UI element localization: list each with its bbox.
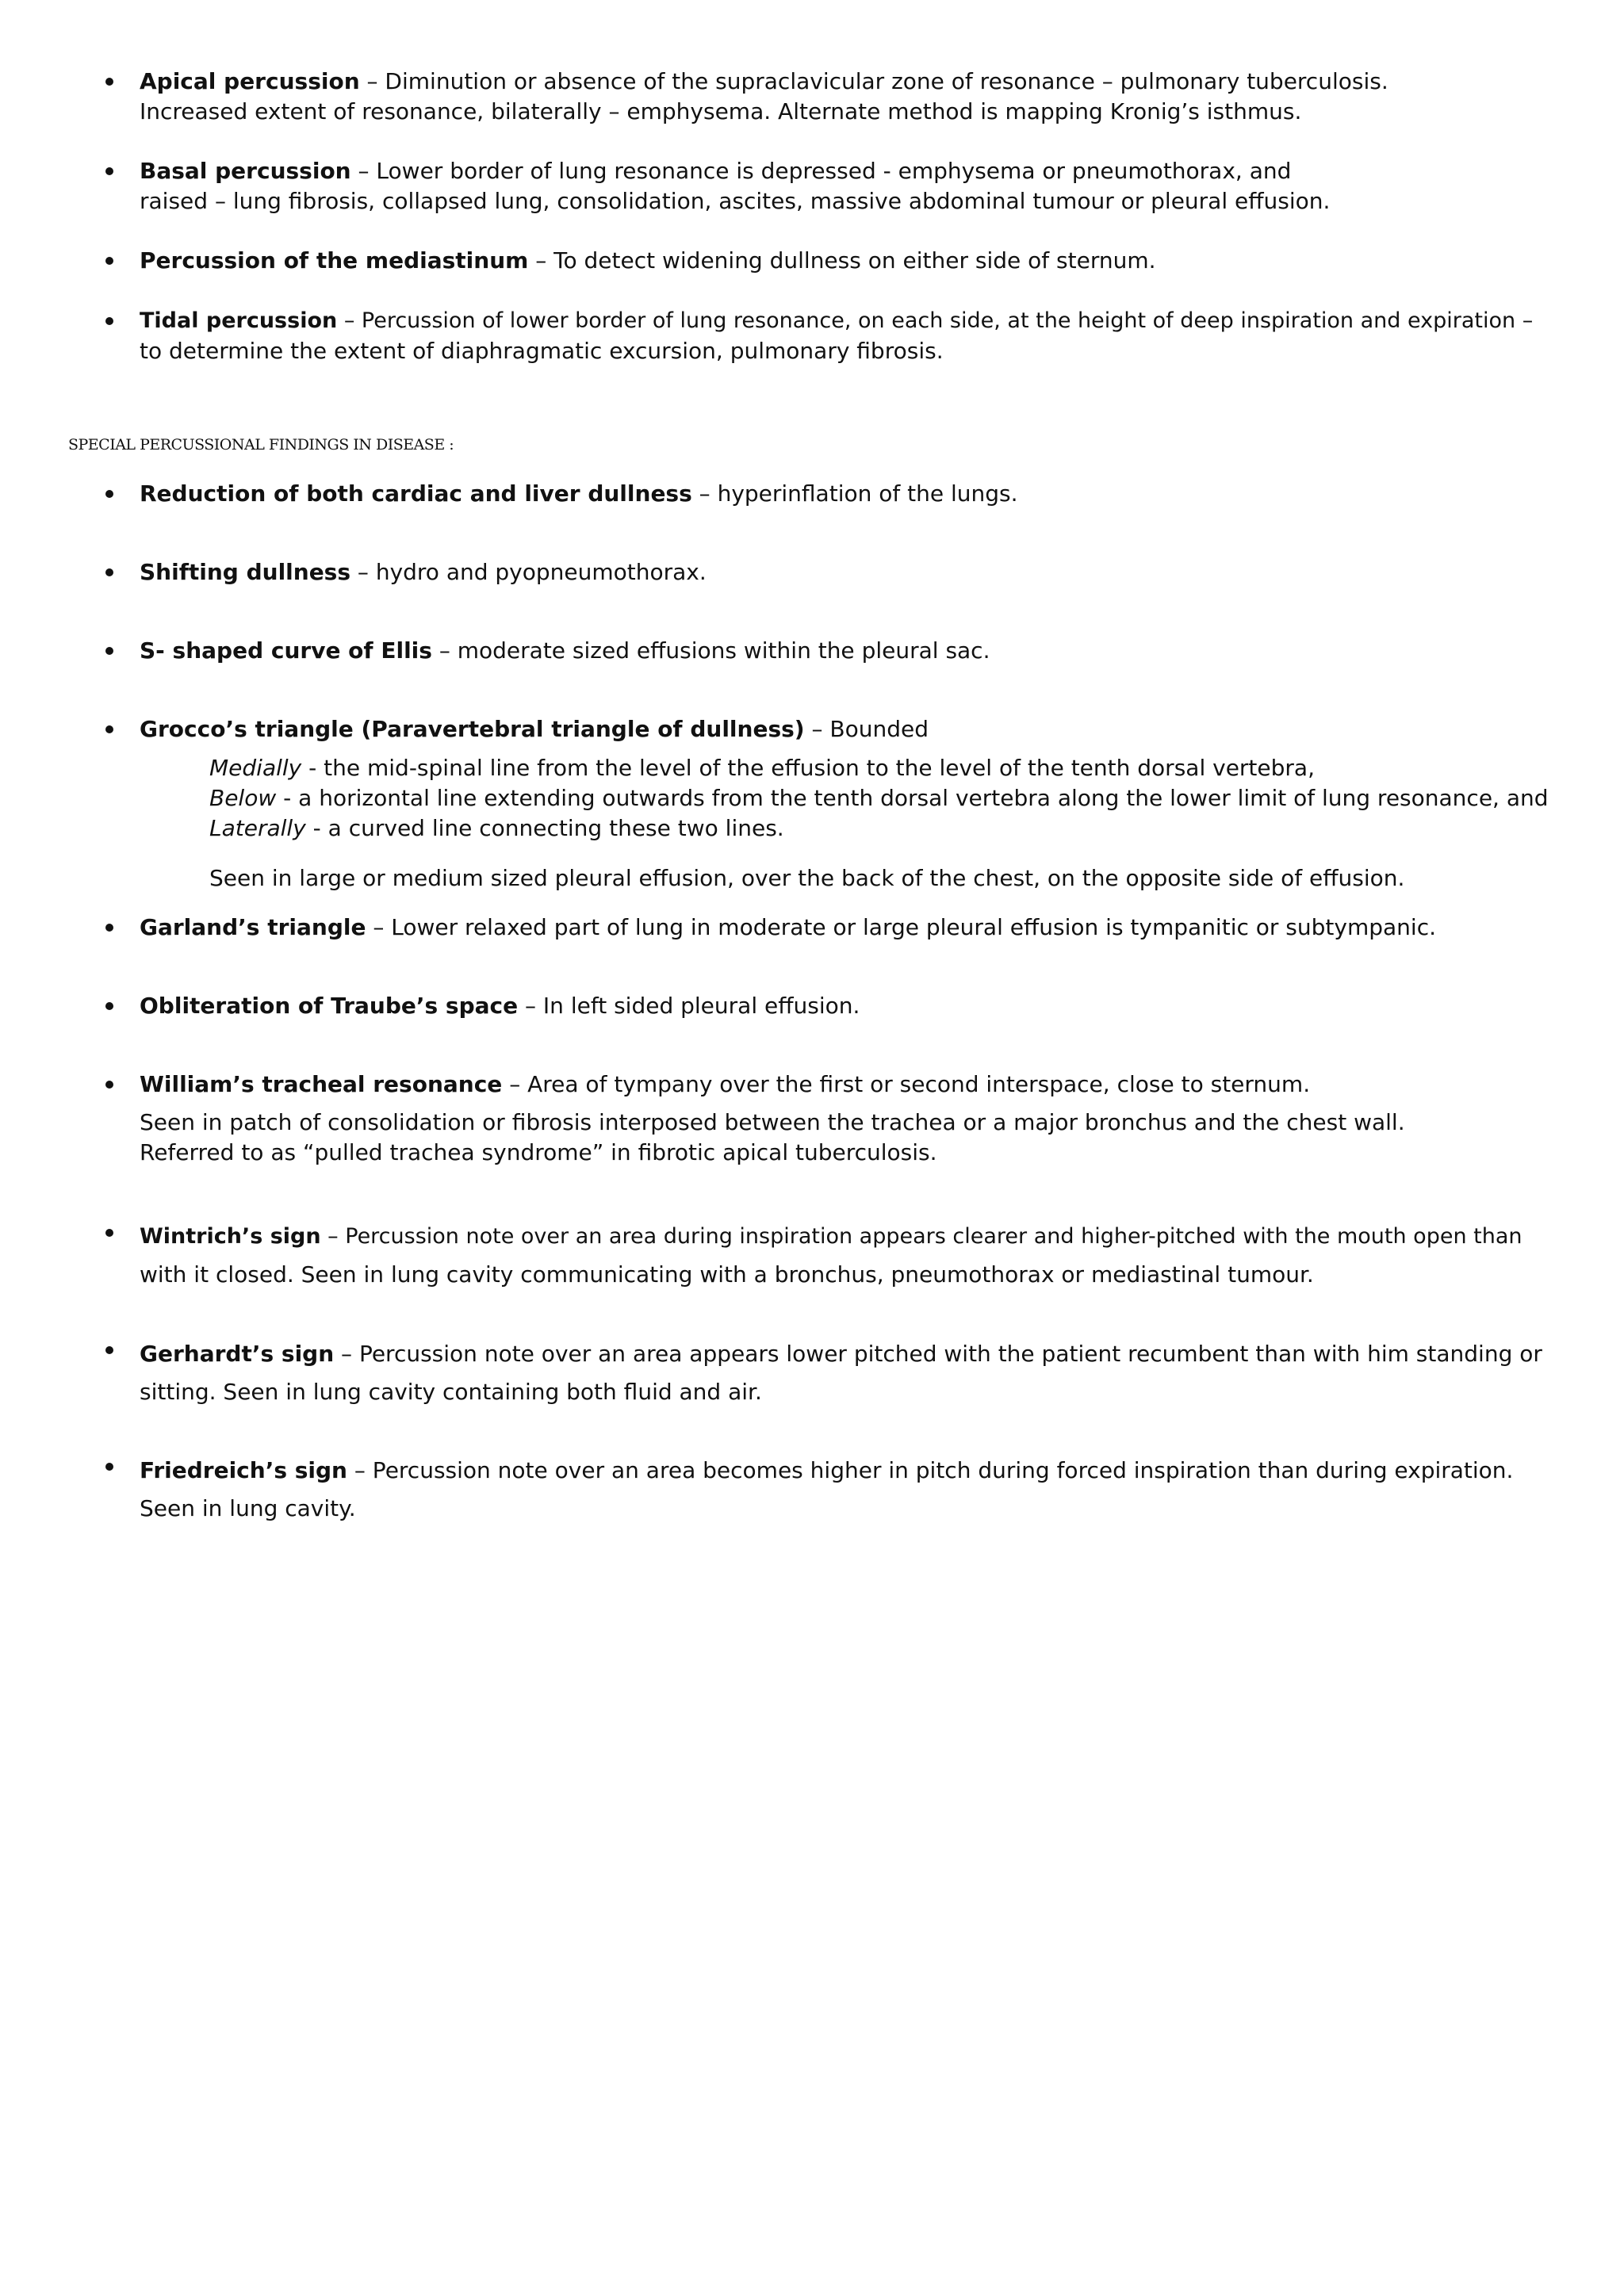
list-item-text (140, 991, 1559, 1021)
term-label: Obliteration of Traube’s space (140, 993, 519, 1019)
grocco-boundary-medially (209, 753, 1573, 783)
list-item-text (140, 1335, 1559, 1411)
definition-text: with it closed. Seen in lung cavity communicating with a bronchus, pneumothorax or mediastinal tumour. (140, 1261, 1314, 1288)
boundary-label: Medially (209, 755, 302, 781)
section-heading: SPECIAL PERCUSSIONAL FINDINGS IN DISEASE : (68, 436, 454, 453)
bullet-icon (102, 714, 117, 744)
bullet-icon (102, 1335, 117, 1365)
definition-text: – Percussion of lower border of lung resonance, on each side, at the height of deep inspiration and expiration – (337, 308, 1534, 333)
grocco-boundary-below (209, 783, 1573, 813)
definition-text: sitting. Seen in lung cavity containing both fluid and air. (140, 1379, 762, 1405)
definition-text: – moderate sized effusions within the pleural sac. (431, 637, 990, 664)
bullet-icon (102, 1452, 117, 1482)
term-label: Friedreich’s sign (140, 1457, 347, 1483)
definition-text: – hyperinflation of the lungs. (691, 480, 1018, 507)
term-label: Gerhardt’s sign (140, 1341, 335, 1367)
definition-text: – Lower relaxed part of lung in moderate or large pleural effusion is tympanitic or subtympanic. (366, 914, 1436, 940)
bullet-icon (102, 557, 117, 587)
list-item-text (140, 246, 1559, 276)
list-item-text (140, 156, 1559, 216)
definition-text: – Area of tympany over the first or second interspace, close to sternum. (502, 1071, 1311, 1097)
definition-text: – To detect widening dullness on either side of sternum. (528, 247, 1156, 274)
bullet-icon (102, 479, 117, 509)
definition-text: raised – lung fibrosis, collapsed lung, consolidation, ascites, massive abdominal tumour or pleural effusion. (140, 188, 1331, 214)
definition-text: – Lower border of lung resonance is depressed - emphysema or pneumothorax, and (350, 158, 1292, 184)
definition-text: to determine the extent of diaphragmatic excursion, pulmonary fibrosis. (140, 338, 944, 364)
term-label: Grocco’s triangle (Paravertebral triangle of dullness) (140, 716, 805, 742)
definition-text: – Diminution or absence of the supraclavicular zone of resonance – pulmonary tuberculosis. (359, 68, 1388, 94)
list-item-text (140, 1218, 1559, 1294)
list-item-text (140, 67, 1559, 127)
boundary-text: - a horizontal line extending outwards from the tenth dorsal vertebra along the lower limit of lung resonance, and (276, 785, 1549, 811)
boundary-label: Laterally (209, 815, 306, 841)
term-label: Reduction of both cardiac and liver dullness (140, 480, 692, 507)
list-item-text (140, 714, 1559, 744)
term-label: Apical percussion (140, 68, 360, 94)
bullet-icon (102, 246, 117, 276)
definition-text: – Percussion note over an area during inspiration appears clearer and higher-pitched with the mouth open than (320, 1224, 1522, 1249)
term-label: William’s tracheal resonance (140, 1071, 503, 1097)
definition-text: Seen in lung cavity. (140, 1495, 356, 1521)
grocco-note: Seen in large or medium sized pleural effusion, over the back of the chest, on the opposite side of effusion. (209, 865, 1405, 891)
list-item-text (140, 636, 1559, 666)
list-item-text (140, 479, 1559, 509)
term-label: Basal percussion (140, 158, 351, 184)
bullet-icon (102, 636, 117, 666)
boundary-text: - a curved line connecting these two lines. (305, 815, 784, 841)
term-label: Wintrich’s sign (140, 1224, 321, 1249)
definition-text: – hydro and pyopneumothorax. (350, 559, 707, 585)
boundary-text: - the mid-spinal line from the level of the effusion to the level of the tenth dorsal vertebra, (301, 755, 1315, 781)
list-item-text (140, 557, 1559, 587)
list-item-text (140, 913, 1559, 943)
definition-text: Seen in patch of consolidation or fibrosis interposed between the trachea or a major bronchus and the chest wall. (140, 1109, 1405, 1135)
bullet-icon (102, 67, 117, 97)
bullet-icon (102, 156, 117, 186)
definition-text: – Bounded (804, 716, 929, 742)
bullet-icon (102, 1070, 117, 1100)
bullet-icon (102, 306, 117, 336)
boundary-label: Below (209, 785, 277, 811)
term-label: Garland’s triangle (140, 914, 366, 940)
definition-text: – Percussion note over an area appears lower pitched with the patient recumbent than with him standing or (334, 1341, 1542, 1367)
definition-text: Increased extent of resonance, bilaterally – emphysema. Alternate method is mapping Kronig’s isthmus. (140, 98, 1302, 124)
grocco-boundary-laterally (209, 813, 1573, 844)
list-item-text (140, 1452, 1559, 1528)
definition-text: – Percussion note over an area becomes higher in pitch during forced inspiration than during expiration. (347, 1457, 1514, 1483)
definition-text: Referred to as “pulled trachea syndrome” in fibrotic apical tuberculosis. (140, 1139, 937, 1165)
bullet-icon (102, 991, 117, 1021)
term-label: Shifting dullness (140, 559, 351, 585)
definition-text: – In left sided pleural effusion. (518, 993, 860, 1019)
list-item-text (140, 306, 1559, 366)
term-label: Tidal percussion (140, 308, 338, 333)
bullet-icon (102, 1218, 117, 1248)
bullet-icon (102, 913, 117, 943)
term-label: S- shaped curve of Ellis (140, 637, 432, 664)
list-item-text (140, 1070, 1559, 1168)
term-label: Percussion of the mediastinum (140, 247, 529, 274)
